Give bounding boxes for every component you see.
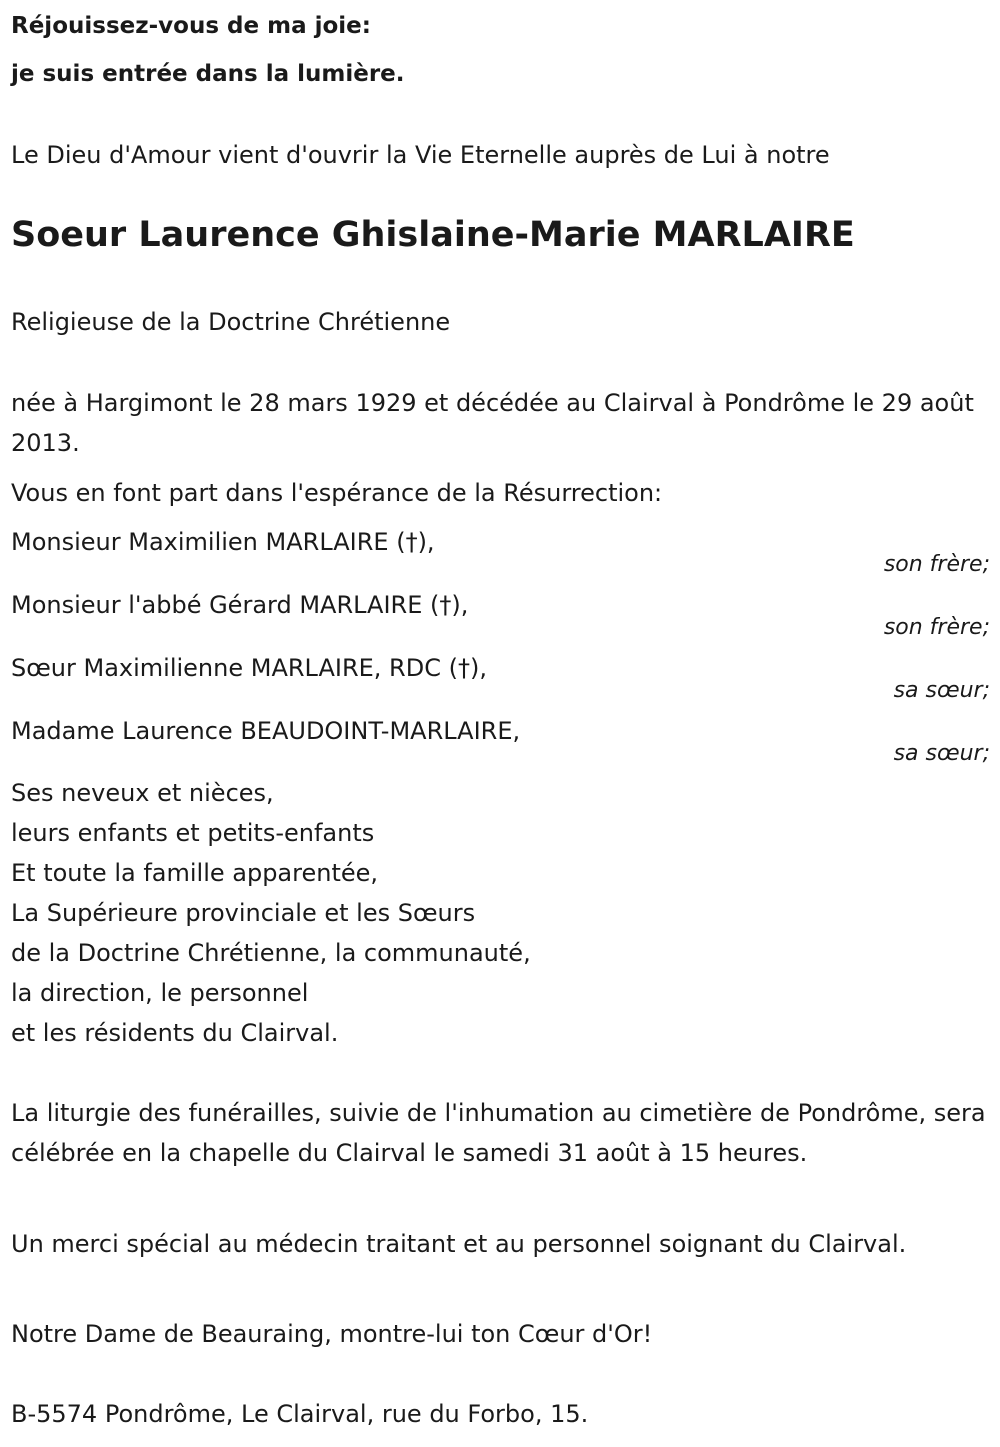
relative-name: Monsieur l'abbé Gérard MARLAIRE (†), — [11, 591, 469, 619]
deceased-name: Soeur Laurence Ghislaine-Marie MARLAIRE — [11, 215, 855, 255]
family-line: la direction, le personnel — [11, 979, 309, 1007]
family-line: Ses neveux et nièces, — [11, 779, 274, 807]
relative-role: son frère; — [883, 615, 990, 640]
funeral-text: La liturgie des funérailles, suivie de l'inhumation au cimetière de Pondrôme, sera célébrée en la chapelle du Clairval le samedi 31 août à 15 heures. — [11, 1099, 986, 1167]
relative-role: sa sœur; — [893, 741, 990, 766]
family-line: La Supérieure provinciale et les Sœurs — [11, 899, 476, 927]
family-line: de la Doctrine Chrétienne, la communauté, — [11, 939, 531, 967]
epigraph-line-1: Réjouissez-vous de ma joie: — [11, 13, 371, 39]
family-line: et les résidents du Clairval. — [11, 1019, 339, 1047]
announce-text: Vous en font part dans l'espérance de la Résurrection: — [11, 479, 663, 507]
relative-name: Madame Laurence BEAUDOINT-MARLAIRE, — [11, 717, 521, 745]
family-line: leurs enfants et petits-enfants — [11, 819, 375, 847]
relative-role: son frère; — [883, 552, 990, 577]
thanks-text: Un merci spécial au médecin traitant et au personnel soignant du Clairval. — [11, 1230, 907, 1258]
prayer-text: Notre Dame de Beauraing, montre-lui ton Cœur d'Or! — [11, 1320, 653, 1348]
relative-name: Monsieur Maximilien MARLAIRE (†), — [11, 528, 435, 556]
relative-name: Sœur Maximilienne MARLAIRE, RDC (†), — [11, 654, 487, 682]
family-line: Et toute la famille apparentée, — [11, 859, 379, 887]
family-list — [11, 773, 531, 1053]
relative-role: sa sœur; — [893, 678, 990, 703]
title-role: Religieuse de la Doctrine Chrétienne — [11, 308, 451, 336]
address-text: B-5574 Pondrôme, Le Clairval, rue du Forbo, 15. — [11, 1400, 589, 1428]
epigraph-line-2: je suis entrée dans la lumière. — [11, 61, 405, 87]
birth-death-text: née à Hargimont le 28 mars 1929 et décédée au Clairval à Pondrôme le 29 août 2013. — [11, 389, 974, 457]
intro-text: Le Dieu d'Amour vient d'ouvrir la Vie Eternelle auprès de Lui à notre — [11, 141, 830, 169]
